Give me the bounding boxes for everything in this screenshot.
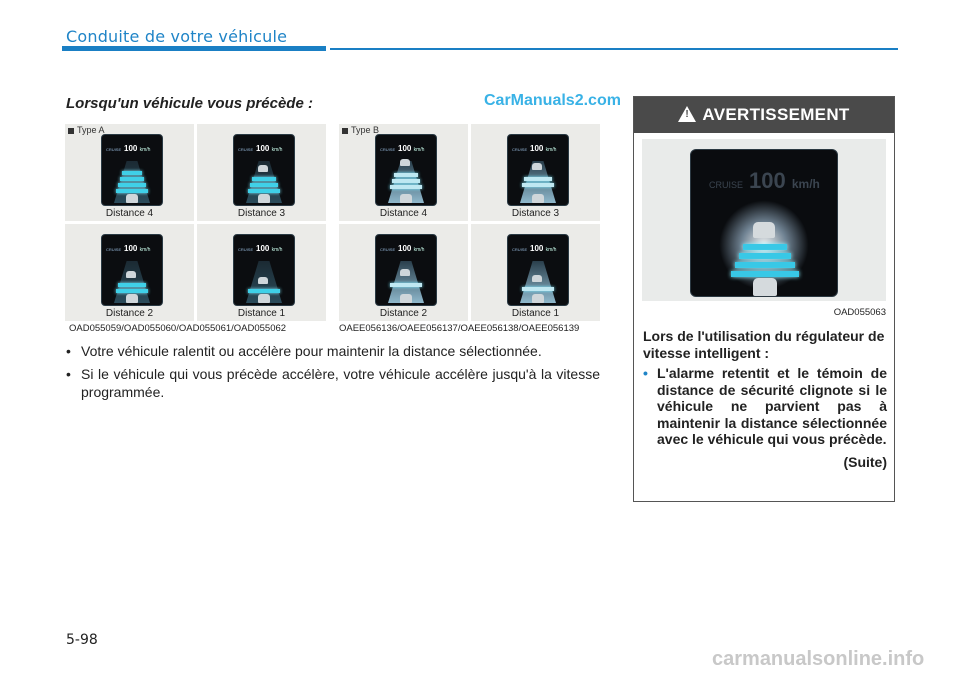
warning-box (633, 96, 895, 502)
distance-bar (524, 177, 552, 181)
distance-bar (116, 289, 148, 293)
distance-bar (392, 179, 420, 183)
distance-bar (743, 244, 787, 250)
distance-bar (122, 171, 142, 175)
cruise-text: CRUISE (106, 147, 122, 152)
distance-bar (394, 173, 418, 177)
watermark-top: CarManuals2.com (484, 92, 621, 109)
distance-bar (248, 189, 280, 193)
lead-car-icon (532, 275, 542, 282)
cruise-text: CRUISE (238, 147, 254, 152)
header-rule (330, 48, 898, 50)
bullet-icon: • (66, 343, 71, 359)
warning-text (643, 328, 887, 470)
display-distance-4 (65, 124, 194, 221)
distance-bar (390, 185, 422, 189)
cluster-display (507, 134, 569, 206)
display-distance-1 (471, 224, 600, 321)
lead-car-icon (258, 277, 268, 284)
bullet-icon: • (643, 365, 648, 381)
speed-readout: 100 km/h (256, 244, 283, 253)
figure-caption: Distance 2 (105, 308, 154, 319)
figure-code-b: OAEE056136/OAEE056137/OAEE056138/OAEE056139 (339, 323, 580, 334)
car-icon (532, 294, 544, 303)
warning-figure (642, 139, 886, 301)
cruise-text: CRUISE (380, 247, 396, 252)
cruise-text: CRUISE (238, 247, 254, 252)
distance-bar (735, 262, 795, 268)
cluster-display (233, 134, 295, 206)
lead-car-icon (400, 269, 410, 276)
distance-bar (522, 183, 554, 187)
figure-type-a (65, 124, 327, 320)
distance-bar (116, 189, 148, 193)
section-title: Conduite de votre véhicule (66, 27, 288, 46)
figure-caption: Distance 3 (237, 208, 286, 219)
type-a-label: Type A (68, 125, 105, 135)
display-distance-3 (197, 124, 326, 221)
figure-caption: Distance 3 (511, 208, 560, 219)
header-accent-bar (62, 46, 326, 51)
watermark-bottom: carmanualsonline.info (712, 648, 925, 670)
car-icon (126, 294, 138, 303)
figure-caption: Distance 4 (379, 208, 428, 219)
display-distance-2 (339, 224, 468, 321)
cluster-display (101, 234, 163, 306)
distance-bar (739, 253, 791, 259)
figure-caption: Distance 2 (379, 308, 428, 319)
list-item: • Votre véhicule ralentit ou accélère pour maintenir la distance sélectionnée. (66, 343, 542, 359)
distance-bar (250, 183, 278, 187)
list-item: • Si le véhicule qui vous précède accélère, votre véhicule accélère jusqu'à la vitesse programmée. (66, 366, 600, 400)
cluster-display (375, 234, 437, 306)
square-bullet-icon (342, 128, 348, 134)
distance-bar (248, 289, 280, 293)
warning-bullet: • L'alarme retentit et le témoin de distance de sécurité clignote si le véhicule ne parvient pas à maintenir la distance sélectionnée avec le véhicule qui vous précède. (643, 365, 887, 447)
speed-readout: 100 km/h (256, 144, 283, 153)
continued-label: (Suite) (843, 453, 887, 470)
lead-car-icon (126, 271, 136, 278)
lead-car-icon (753, 222, 775, 238)
cluster-display (233, 234, 295, 306)
distance-bar (118, 183, 146, 187)
warning-intro: Lors de l'utilisation du régulateur de vitesse intelligent : (643, 328, 885, 361)
figure-caption: Distance 1 (511, 308, 560, 319)
figure-code-warning: OAD055063 (833, 307, 886, 318)
car-icon (400, 294, 412, 303)
distance-bar (522, 287, 554, 291)
subheading: Lorsqu'un véhicule vous précède : (66, 95, 313, 112)
cruise-text: CRUISE (380, 147, 396, 152)
display-distance-3 (471, 124, 600, 221)
distance-bar (118, 283, 146, 287)
cluster-display (507, 234, 569, 306)
figure-type-b (339, 124, 601, 320)
lead-car-icon (258, 165, 268, 172)
car-icon (258, 194, 270, 203)
square-bullet-icon (68, 128, 74, 134)
bullet-icon: • (66, 366, 71, 382)
distance-bar (120, 177, 144, 181)
car-icon (258, 294, 270, 303)
distance-bar (731, 271, 799, 277)
distance-bar (252, 177, 276, 181)
car-icon (400, 194, 412, 203)
cluster-display (101, 134, 163, 206)
speed-readout: 100 km/h (749, 168, 820, 193)
lead-car-icon (532, 163, 542, 170)
car-icon (126, 194, 138, 203)
cruise-text: CRUISE (709, 180, 744, 190)
cruise-text: CRUISE (512, 147, 528, 152)
warning-header: ! AVERTISSEMENT (634, 97, 894, 133)
lead-car-icon (400, 159, 410, 166)
speed-readout: 100 km/h (124, 144, 151, 153)
figure-caption: Distance 4 (105, 208, 154, 219)
page-number: 5-98 (66, 632, 98, 648)
figure-caption: Distance 1 (237, 308, 286, 319)
cluster-display (690, 149, 838, 297)
warning-triangle-icon: ! (678, 106, 696, 122)
car-icon (753, 278, 777, 296)
speed-readout: 100 km/h (530, 244, 557, 253)
car-icon (532, 194, 544, 203)
type-b-label: Type B (342, 125, 379, 135)
body-bullet-list (66, 342, 600, 406)
speed-readout: 100 km/h (530, 144, 557, 153)
cluster-display (375, 134, 437, 206)
display-distance-2 (65, 224, 194, 321)
display-distance-4 (339, 124, 468, 221)
cruise-text: CRUISE (106, 247, 122, 252)
speed-readout: 100 km/h (398, 244, 425, 253)
speed-readout: 100 km/h (398, 144, 425, 153)
figure-code-a: OAD055059/OAD055060/OAD055061/OAD055062 (69, 323, 287, 334)
display-distance-1 (197, 224, 326, 321)
distance-bar (390, 283, 422, 287)
speed-readout: 100 km/h (124, 244, 151, 253)
cruise-text: CRUISE (512, 247, 528, 252)
